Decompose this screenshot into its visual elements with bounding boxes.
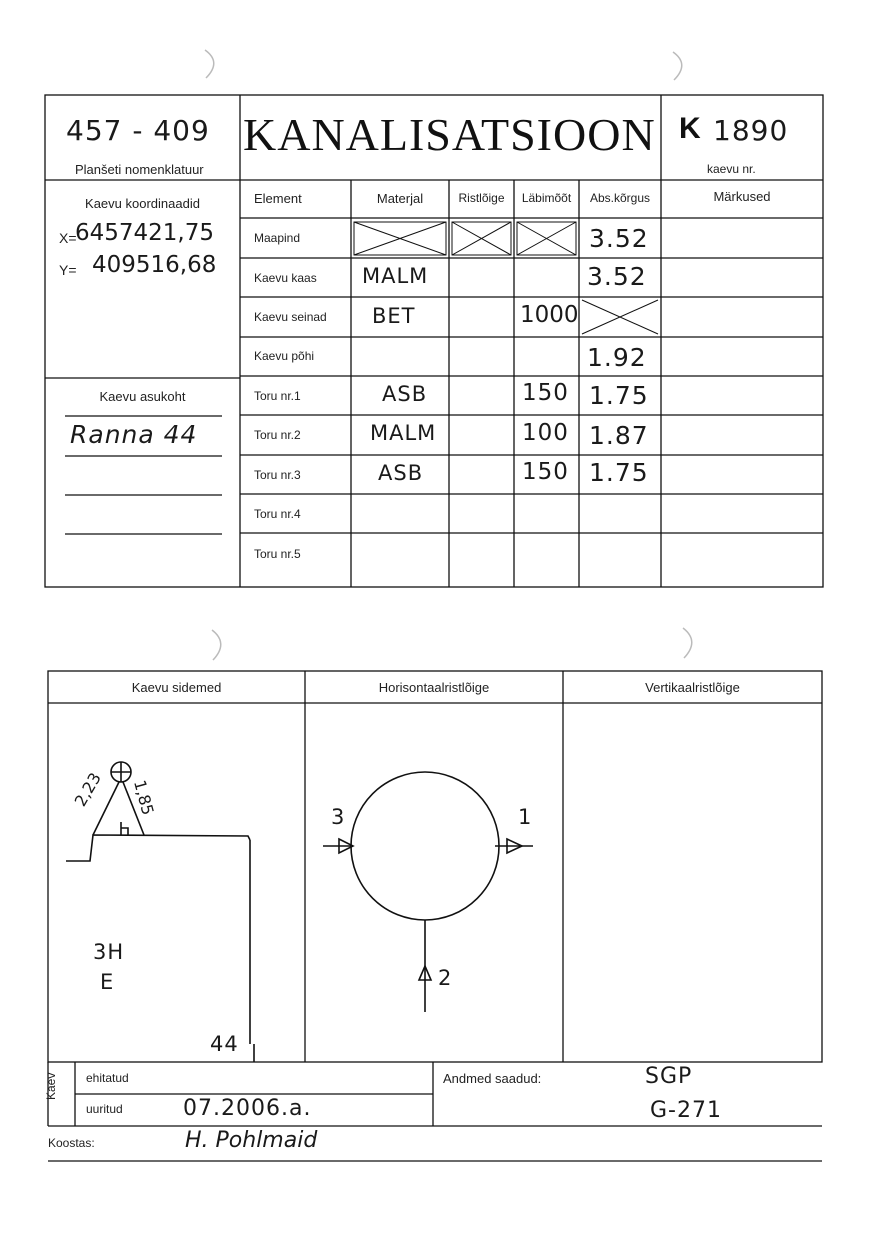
row-label: Toru nr.3 xyxy=(254,468,301,482)
location-label: Kaevu asukoht xyxy=(99,389,186,404)
surveyed-label: uuritud xyxy=(86,1102,123,1116)
well-prefix: K xyxy=(679,112,701,145)
pipe-number: 1 xyxy=(518,805,533,829)
building-label: 3H xyxy=(93,940,125,964)
pipe-number: 3 xyxy=(331,805,346,829)
compiled-label: Koostas: xyxy=(48,1136,95,1150)
distance-label: 1,85 xyxy=(130,777,158,818)
diameter-value: 100 xyxy=(522,420,569,446)
abs-height-value: 3.52 xyxy=(587,262,647,291)
row-label: Kaevu kaas xyxy=(254,271,317,285)
material-value: MALM xyxy=(370,421,437,445)
page-title: KANALISATSIOON xyxy=(243,109,656,160)
abs-height-value: 1.92 xyxy=(587,343,647,372)
material-value: BET xyxy=(372,304,416,328)
row-label: Toru nr.2 xyxy=(254,428,301,442)
y-prefix: Y= xyxy=(59,262,77,278)
location-value: Ranna 44 xyxy=(70,420,198,449)
y-coordinate: 409516,68 xyxy=(92,252,217,278)
col-vertical-section: Vertikaalristlõige xyxy=(645,680,740,695)
top-form-grid xyxy=(0,0,880,600)
data-source-value: SGP xyxy=(645,1064,693,1089)
data-source-value: G-271 xyxy=(650,1098,722,1123)
compiled-signature: H. Pohlmaid xyxy=(185,1128,318,1153)
connections-sketch xyxy=(48,704,305,1062)
row-label: Toru nr.1 xyxy=(254,389,301,403)
data-source-label: Andmed saadud: xyxy=(443,1071,542,1086)
horizontal-section-sketch xyxy=(305,704,563,1062)
col-notes: Märkused xyxy=(713,189,771,204)
footer-grid xyxy=(0,1060,880,1170)
material-value: MALM xyxy=(362,264,429,288)
col-horizontal-section: Horisontaalristlõige xyxy=(378,680,490,695)
row-label: Kaevu seinad xyxy=(254,310,327,324)
x-coordinate: 6457421,75 xyxy=(75,220,215,246)
abs-height-value: 1.75 xyxy=(589,381,649,410)
col-section: Ristlõige xyxy=(458,191,505,205)
row-label: Toru nr.4 xyxy=(254,507,301,521)
surveyed-value: 07.2006.a. xyxy=(183,1096,312,1121)
row-label: Toru nr.5 xyxy=(254,547,301,561)
side-label: Kaev xyxy=(44,1072,58,1100)
col-element: Element xyxy=(254,191,302,206)
row-label: Kaevu põhi xyxy=(254,349,315,363)
building-label: E xyxy=(100,970,115,994)
diameter-value: 150 xyxy=(522,459,569,485)
col-material: Materjal xyxy=(376,191,424,206)
col-diameter: Läbimõõt xyxy=(521,191,572,205)
well-circle xyxy=(351,772,499,920)
sheet-number: 457 - 409 xyxy=(66,114,210,147)
material-value: ASB xyxy=(378,461,424,485)
row-label: Maapind xyxy=(254,231,301,245)
abs-height-value: 3.52 xyxy=(589,224,649,253)
diameter-value: 150 xyxy=(522,380,569,406)
x-prefix: X= xyxy=(59,230,77,246)
built-label: ehitatud xyxy=(86,1071,129,1085)
diameter-value: 1000 xyxy=(520,302,579,328)
well-label: kaevu nr. xyxy=(707,162,756,176)
col-abs-height: Abs.kõrgus xyxy=(589,191,651,205)
material-value: ASB xyxy=(382,382,428,406)
well-number: 1890 xyxy=(713,114,789,147)
abs-height-value: 1.87 xyxy=(589,421,649,450)
pipe-number: 2 xyxy=(438,966,453,990)
sheet-label: Planšeti nomenklatuur xyxy=(75,162,204,177)
col-connections: Kaevu sidemed xyxy=(131,680,222,695)
coords-label: Kaevu koordinaadid xyxy=(85,196,200,211)
abs-height-value: 1.75 xyxy=(589,458,649,487)
distance-label: 2,23 xyxy=(70,769,105,810)
house-number: 44 xyxy=(210,1032,239,1056)
